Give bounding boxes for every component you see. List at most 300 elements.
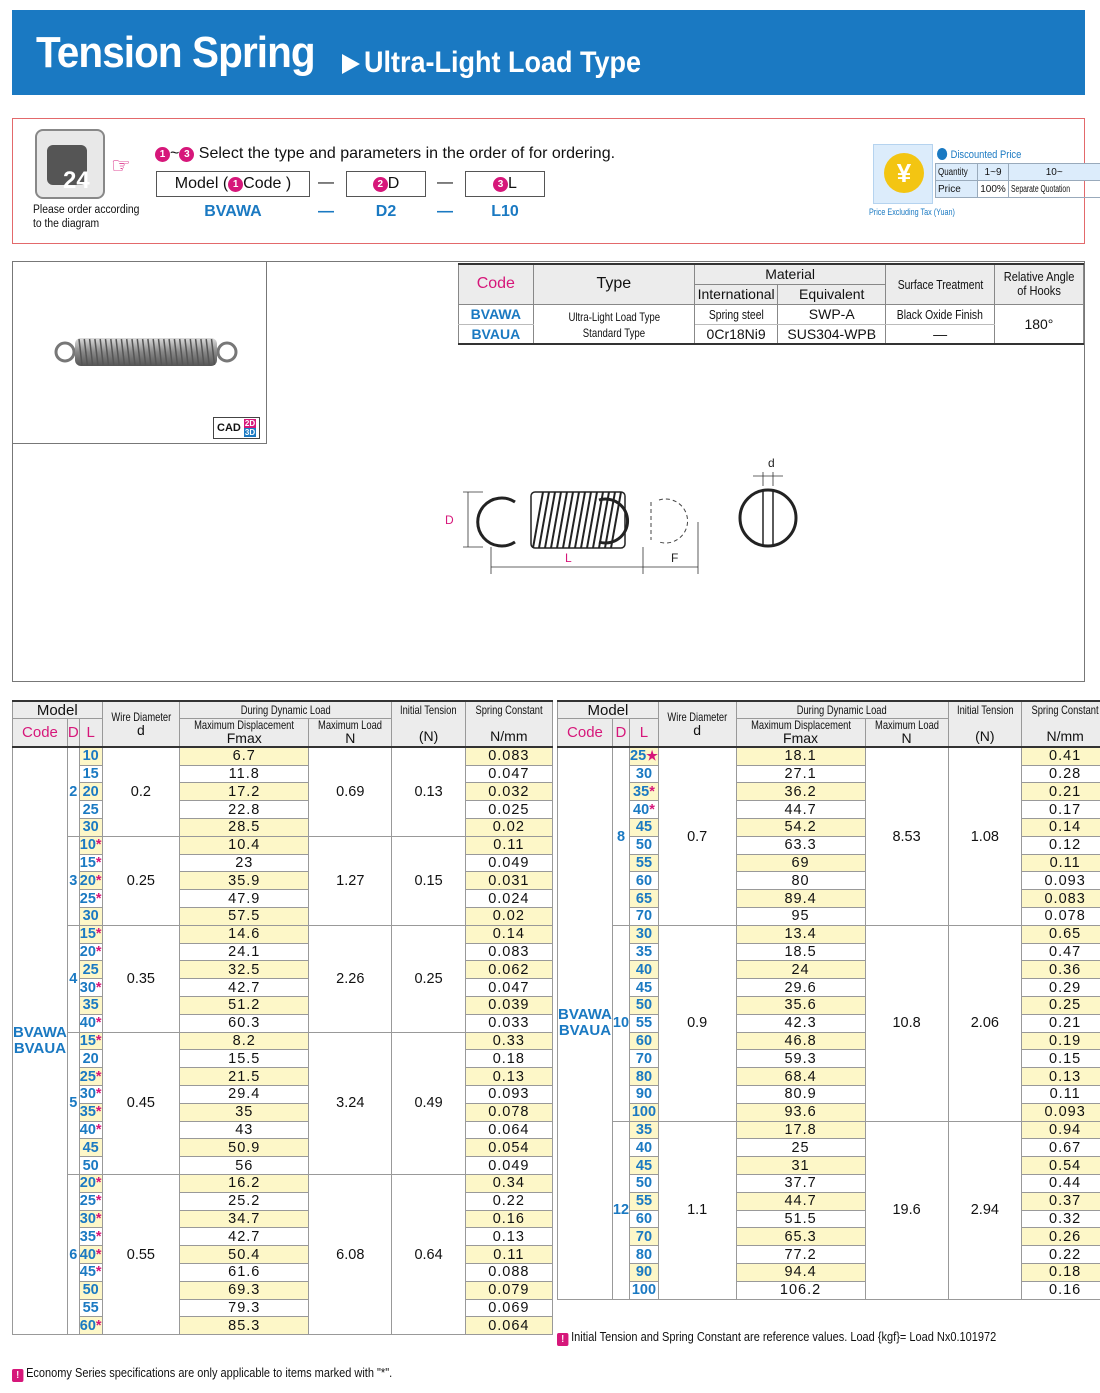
fmax-value: 94.4 [736,1263,865,1281]
spring-constant: 0.13 [465,1068,552,1086]
spring-constant: 0.18 [465,1050,552,1068]
l-value: 15 [79,765,102,783]
l-value: 45 [630,1157,659,1175]
spec-equiv-1: SWP-A [778,304,886,324]
spring-constant: 0.14 [465,925,552,943]
table-row [13,783,553,801]
l-value: 10* [79,837,102,854]
right-spec-table [557,700,1100,1300]
d-value: 5 [67,1032,79,1174]
initial-tension: 0.49 [392,1032,466,1174]
fmax-value: 42.3 [736,1014,865,1032]
svg-text:L: L [565,551,572,565]
fmax-value: 93.6 [736,1103,865,1121]
table-row [13,1085,553,1103]
fmax-value: 54.2 [736,818,865,836]
left-header-dynamic: During Dynamic Load [180,701,392,719]
l-value: 20* [79,872,102,889]
l-value: 40* [630,801,659,819]
right-header-model: Model [558,701,659,719]
table-row [13,1121,553,1139]
spring-constant: 0.34 [465,1174,552,1192]
left-header-code: Code [13,719,68,748]
spec-surface-2: — [886,324,995,344]
order-instruction: 1 ~ 3 Select the type and parameters in the order of for ordering. [155,145,615,163]
fmax-value: 95 [736,907,865,925]
l-value: 45* [79,1264,102,1281]
fmax-value: 17.2 [180,783,309,801]
fmax-value: 61.6 [180,1263,309,1281]
fmax-value: 43 [180,1121,309,1139]
l-value: 40* [79,1121,102,1138]
spring-constant: 0.18 [1022,1263,1100,1281]
fmax-value: 16.2 [180,1174,309,1192]
spec-table [458,263,1084,345]
l-value: 40* [79,1015,102,1032]
fmax-value: 50.9 [180,1139,309,1157]
l-value: 35 [79,996,102,1014]
table-row [13,747,553,765]
l-value: 90 [630,1085,659,1103]
table-row [13,1068,553,1086]
fmax-value: 80.9 [736,1085,865,1103]
l-value: 50 [630,836,659,854]
spring-constant: 0.44 [1022,1174,1100,1192]
discount-title: Discounted Price [937,148,1021,161]
table-row [558,747,1100,765]
spring-constant: 0.064 [465,1121,552,1139]
fmax-value: 34.7 [180,1210,309,1228]
table-row [13,854,553,872]
fmax-value: 27.1 [736,765,865,783]
page-title: Tension Spring [36,28,315,77]
fmax-value: 24.1 [180,943,309,961]
spring-constant: 0.32 [1022,1210,1100,1228]
spring-constant: 0.13 [1022,1068,1100,1086]
table-row [13,1281,553,1299]
spring-constant: 0.37 [1022,1192,1100,1210]
l-value: 25★ [630,748,658,765]
wire-diameter: 0.25 [102,836,180,925]
svg-text:D: D [445,513,454,527]
yen-icon: ¥ [873,144,933,204]
wire-diameter: 1.1 [658,1121,736,1299]
spring-constant: 0.047 [465,979,552,997]
fmax-value: 31 [736,1157,865,1175]
spec-header-code: Code [459,264,534,304]
fmax-value: 13.4 [736,925,865,943]
fmax-value: 21.5 [180,1068,309,1086]
pointing-hand-icon: ☞ [111,153,131,178]
table-row [13,836,553,854]
table-row [13,1157,553,1175]
reference-note: ! Initial Tension and Spring Constant are reference values. Load {kgf}= Load Nx0.101972 [557,1330,996,1346]
phone-note: Please order according to the diagram [33,204,140,230]
fmax-value: 89.4 [736,890,865,908]
table-row [558,1121,1100,1139]
l-value: 25* [79,1193,102,1210]
fmax-value: 37.7 [736,1174,865,1192]
spring-constant: 0.21 [1022,783,1100,801]
l-value: 15* [79,926,102,943]
left-spec-table [12,700,553,1335]
l-value: 35* [79,1228,102,1245]
spring-constant: 0.67 [1022,1139,1100,1157]
d-value: 10 [612,925,629,1121]
initial-tension: 0.15 [392,836,466,925]
right-header-maxload: Maximum Load N [865,719,948,748]
spring-constant: 0.17 [1022,801,1100,819]
l-value: 35 [630,943,659,961]
fmax-value: 50.4 [180,1246,309,1264]
spring-constant: 0.11 [465,1246,552,1264]
spring-constant: 0.14 [1022,818,1100,836]
table-row [13,801,553,819]
price-note: Price Excluding Tax (Yuan) [869,207,955,217]
phone-24-icon: 24 [35,129,105,199]
l-value: 50 [630,996,659,1014]
spec-angle: 180° [994,304,1083,344]
spring-constant: 0.025 [465,801,552,819]
spring-constant: 0.65 [1022,925,1100,943]
fmax-value: 18.1 [736,747,865,765]
table-row [13,979,553,997]
fmax-value: 80 [736,872,865,890]
spring-constant: 0.47 [1022,943,1100,961]
left-code-cell: BVAWA BVAUA [13,747,68,1334]
l-value: 100 [630,1281,659,1299]
table-row [13,818,553,836]
fmax-value: 29.6 [736,979,865,997]
left-header-model: Model [13,701,103,719]
fmax-value: 24 [736,961,865,979]
l-value: 35* [630,783,659,801]
spring-constant: 0.083 [465,943,552,961]
fmax-value: 69 [736,854,865,872]
l-value: 50 [79,1157,102,1175]
spring-constant: 0.12 [1022,836,1100,854]
l-value: 80 [630,1068,659,1086]
spec-intl-2: 0Cr18Ni9 [695,324,778,344]
spring-constant: 0.41 [1022,747,1100,765]
d-value: 12 [612,1121,629,1299]
wire-diameter: 0.7 [658,747,736,925]
l-value: 60 [630,872,659,890]
product-photo [13,262,267,444]
fmax-value: 29.4 [180,1085,309,1103]
l-value: 65 [630,890,659,908]
table-row [13,1050,553,1068]
right-header-dynamic: During Dynamic Load [736,701,948,719]
max-load: 1.27 [309,836,392,925]
fmax-value: 56 [180,1157,309,1175]
table-row [13,943,553,961]
spring-constant: 0.02 [465,818,552,836]
d-value: 3 [67,836,79,925]
right-header-spring: Spring Constant N/mm [1022,701,1100,747]
title-banner [12,10,1085,95]
fmax-value: 23 [180,854,309,872]
l-value: 45 [630,979,659,997]
l-value: 50 [630,1174,659,1192]
fmax-value: 46.8 [736,1032,865,1050]
fmax-value: 35.6 [736,996,865,1014]
spring-constant: 0.22 [1022,1246,1100,1264]
l-value: 55 [630,1014,659,1032]
max-load: 10.8 [865,925,948,1121]
left-header-wire: Wire Diameter d [102,701,180,747]
max-load: 19.6 [865,1121,948,1299]
fmax-value: 44.7 [736,1192,865,1210]
wire-diameter: 0.2 [102,747,180,836]
table-row [13,1014,553,1032]
fmax-value: 35 [180,1103,309,1121]
l-value: 30 [79,818,102,836]
l-value: 55 [79,1299,102,1317]
left-header-spring: Spring Constant N/mm [465,701,552,747]
spring-constant: 0.069 [465,1299,552,1317]
table-row [13,765,553,783]
table-row [13,1103,553,1121]
fmax-value: 8.2 [180,1032,309,1050]
wire-diameter: 0.55 [102,1174,180,1334]
l-value: 20 [79,783,102,801]
fmax-value: 6.7 [180,747,309,765]
l-value: 30* [79,1210,102,1227]
l-value: 10 [79,747,102,765]
d-value: 2 [67,747,79,836]
spring-constant: 0.093 [465,1085,552,1103]
fmax-value: 36.2 [736,783,865,801]
fmax-value: 25 [736,1139,865,1157]
table-row [13,1210,553,1228]
max-load: 6.08 [309,1174,392,1334]
fmax-value: 106.2 [736,1281,865,1299]
economy-note: ! Economy Series specifications are only applicable to items marked with "*". [12,1366,392,1382]
example-d: D2 [375,203,397,220]
l-value: 70 [630,1050,659,1068]
spec-equiv-2: SUS304-WPB [778,324,886,344]
max-load: 8.53 [865,747,948,925]
spring-constant: 0.29 [1022,979,1100,997]
fmax-value: 17.8 [736,1121,865,1139]
spring-constant: 0.031 [465,872,552,890]
l-value: 80 [630,1246,659,1264]
spring-constant: 0.039 [465,996,552,1014]
table-row [13,1032,553,1050]
fmax-value: 63.3 [736,836,865,854]
spring-constant: 0.064 [465,1317,552,1335]
spring-constant: 0.94 [1022,1121,1100,1139]
dash: — [318,174,334,191]
spring-constant: 0.11 [1022,1085,1100,1103]
left-header-l: L [79,719,102,748]
spring-constant: 0.093 [1022,1103,1100,1121]
fmax-value: 57.5 [180,907,309,925]
l-value: 40 [630,961,659,979]
spring-constant: 0.22 [465,1192,552,1210]
d-box: 2 D [346,171,426,197]
spring-constant: 0.16 [1022,1281,1100,1299]
fmax-value: 51.5 [736,1210,865,1228]
fmax-value: 42.7 [180,979,309,997]
spring-constant: 0.032 [465,783,552,801]
fmax-value: 77.2 [736,1246,865,1264]
table-row [13,925,553,943]
spring-constant: 0.26 [1022,1228,1100,1246]
fmax-value: 18.5 [736,943,865,961]
left-header-d: D [67,719,79,748]
l-value: 20 [79,1050,102,1068]
spring-constant: 0.047 [465,765,552,783]
title-arrow-icon [342,54,360,74]
fmax-value: 65.3 [736,1228,865,1246]
max-load: 3.24 [309,1032,392,1174]
table-row [13,872,553,890]
spring-constant: 0.21 [1022,1014,1100,1032]
table-row [13,890,553,908]
right-code-cell: BVAWA BVAUA [558,747,613,1299]
right-header-d: D [612,719,629,748]
spring-constant: 0.078 [1022,907,1100,925]
fmax-value: 28.5 [180,818,309,836]
l-value: 20* [79,943,102,960]
table-row [558,925,1100,943]
spec-header-surface: Surface Treatment [886,264,995,304]
l-value: 60 [630,1210,659,1228]
l-value: 60* [79,1317,102,1334]
fmax-value: 60.3 [180,1014,309,1032]
spring-constant: 0.088 [465,1263,552,1281]
fmax-value: 11.8 [180,765,309,783]
l-value: 15* [79,1032,102,1049]
fmax-value: 42.7 [180,1228,309,1246]
left-header-maxload: Maximum Load N [309,719,392,748]
l-value: 50 [79,1281,102,1299]
spring-constant: 0.062 [465,961,552,979]
wire-diameter: 0.45 [102,1032,180,1174]
table-row [13,1317,553,1335]
fmax-value: 14.6 [180,925,309,943]
l-value: 25 [79,961,102,979]
spring-constant: 0.093 [1022,872,1100,890]
table-row [13,1228,553,1246]
table-row [13,1263,553,1281]
l-value: 55 [630,854,659,872]
svg-text:d: d [768,456,775,470]
spring-constant: 0.078 [465,1103,552,1121]
spec-header-type: Type [533,264,694,304]
star-icon: ★ [646,748,658,764]
spring-constant: 0.33 [465,1032,552,1050]
spring-constant: 0.033 [465,1014,552,1032]
wire-diameter: 0.35 [102,925,180,1032]
max-load: 2.26 [309,925,392,1032]
l-value: 30* [79,1086,102,1103]
discount-table: Quantity 1~9 10~ Price 100% Separate Quotation [935,163,1100,198]
l-value: 45 [79,1139,102,1157]
l-value: 30 [79,907,102,925]
l-value: 70 [630,907,659,925]
spring-constant: 0.024 [465,890,552,908]
spec-header-material: Material [695,264,886,284]
fmax-value: 15.5 [180,1050,309,1068]
spec-type: Ultra-Light Load Type Standard Type [533,304,694,344]
left-header-initial: Initial Tension (N) [392,701,466,747]
spring-constant: 0.049 [465,1157,552,1175]
fmax-value: 69.3 [180,1281,309,1299]
spring-constant: 0.19 [1022,1032,1100,1050]
right-header-wire: Wire Diameter d [658,701,736,747]
l-value: 15* [79,854,102,871]
spec-code-2: BVAUA [459,324,534,344]
table-row [13,1192,553,1210]
initial-tension: 2.06 [948,925,1022,1121]
svg-text:F: F [671,551,679,565]
table-row [13,996,553,1014]
right-header-initial: Initial Tension (N) [948,701,1022,747]
d-value: 8 [612,747,629,925]
l-value: 90 [630,1263,659,1281]
spec-header-equiv: Equivalent [778,284,886,304]
initial-tension: 0.13 [392,747,466,836]
dash: — [437,203,453,220]
table-row [13,1139,553,1157]
cad-badge[interactable]: CAD 2D 3D [213,417,260,439]
l-value: 30 [630,765,659,783]
fmax-value: 25.2 [180,1192,309,1210]
l-value: 55 [630,1192,659,1210]
dash: — [318,203,334,220]
l-value: 40* [79,1246,102,1263]
spec-intl-1: Spring steel [695,304,778,324]
product-area [12,261,1085,682]
left-header-maxdisp: Maximum Displacement Fmax [180,719,309,748]
spring-constant: 0.083 [1022,890,1100,908]
l-value: 100 [630,1103,659,1121]
spring-constant: 0.13 [465,1228,552,1246]
spring-constant: 0.054 [465,1139,552,1157]
spring-constant: 0.049 [465,854,552,872]
initial-tension: 0.25 [392,925,466,1032]
example-l: L10 [491,203,519,220]
l-value: 45 [630,818,659,836]
l-value: 30* [79,979,102,996]
l-value: 25* [79,1068,102,1085]
example-code: BVAWA [204,203,262,220]
table-row [13,961,553,979]
fmax-value: 59.3 [736,1050,865,1068]
table-row [13,1174,553,1192]
d-value: 6 [67,1174,79,1334]
spring-dimension-diagram [423,452,823,582]
spring-constant: 0.11 [1022,854,1100,872]
initial-tension: 2.94 [948,1121,1022,1299]
initial-tension: 0.64 [392,1174,466,1334]
spring-constant: 0.083 [465,747,552,765]
model-code-box: Model ( 1 Code ) [156,171,310,197]
spring-constant: 0.25 [1022,996,1100,1014]
fmax-value: 79.3 [180,1299,309,1317]
table-row [13,1246,553,1264]
fmax-value: 51.2 [180,996,309,1014]
spec-code-1: BVAWA [459,304,534,324]
right-header-code: Code [558,719,613,748]
table-row [13,1299,553,1317]
fmax-value: 22.8 [180,801,309,819]
l-value: 70 [630,1228,659,1246]
table-row [13,907,553,925]
